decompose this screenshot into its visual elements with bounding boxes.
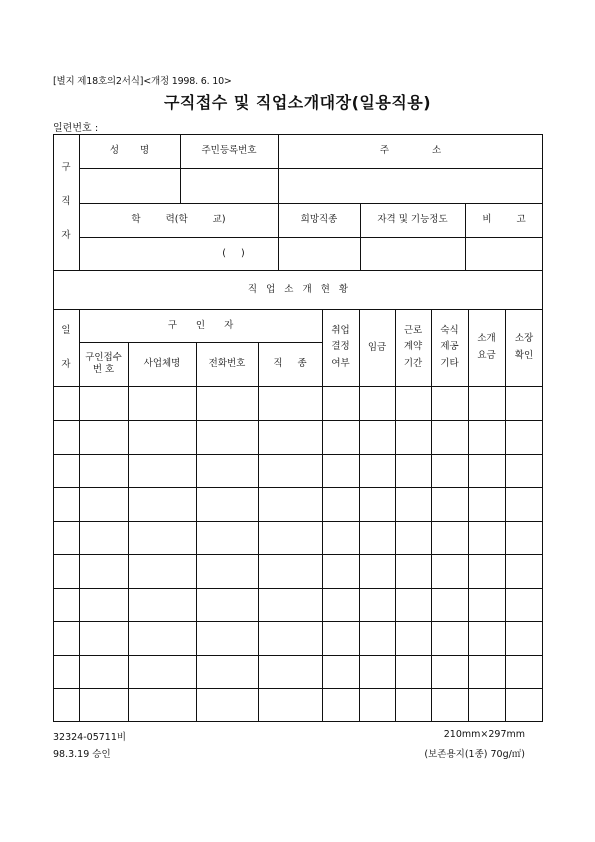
date-char: 자 xyxy=(61,358,71,370)
referral-fee-header: 소개 요금 xyxy=(477,333,496,361)
job-type-header: 직 종 xyxy=(273,358,307,370)
date-label xyxy=(53,309,79,386)
address-header: 주 소 xyxy=(379,145,442,157)
paper-size: 210mm×297mm xyxy=(443,729,525,740)
name-header: 성 명 xyxy=(109,145,150,157)
lodging-header: 숙식 제공 기타 xyxy=(440,325,459,369)
remarks-header: 비 고 xyxy=(482,214,526,226)
employer-group-header: 구 인 자 xyxy=(167,319,234,331)
director-confirmation-header: 소장 확인 xyxy=(514,333,534,361)
grid-line xyxy=(53,621,543,622)
date-char: 일 xyxy=(61,324,71,336)
grid-line xyxy=(196,342,197,722)
education-header: 학 력(학 교) xyxy=(131,214,226,226)
grid-line xyxy=(53,521,543,522)
grid-line xyxy=(53,386,543,387)
contract-period-header: 근로 계약 기간 xyxy=(403,325,423,369)
serial-number-label: 일련번호 : xyxy=(53,123,99,134)
wage-header: 임금 xyxy=(367,341,387,353)
form-code: 32324-05711비 xyxy=(53,732,127,743)
grid-line xyxy=(53,420,543,421)
form-reference: [별지 제18호의2서식]<개정 1998. 6. 10> xyxy=(53,76,232,87)
company-name-header: 사업체명 xyxy=(143,358,181,370)
grid-line xyxy=(53,487,543,488)
grid-line xyxy=(53,588,543,589)
grid-line xyxy=(128,342,129,722)
paper-type: (보존용지(1종) 70g/㎡) xyxy=(424,749,525,760)
side-char: 구 xyxy=(61,162,71,174)
grid-line xyxy=(53,554,543,555)
placement-section-title: 직 업 소 개 현 황 xyxy=(247,283,349,295)
approval-date: 98.3.19 승인 xyxy=(53,749,111,760)
jobseeker-side-label xyxy=(53,134,79,270)
side-char: 자 xyxy=(61,229,71,241)
desired-job-header: 희망직종 xyxy=(300,214,338,226)
qualifications-header: 자격 및 기능정도 xyxy=(377,214,448,226)
grid-line xyxy=(53,454,543,455)
grid-line xyxy=(258,342,259,722)
job-order-number-header: 구인접수 번 호 xyxy=(85,352,122,375)
grid-line xyxy=(79,168,543,169)
employment-decision-header: 취업 결정 여부 xyxy=(331,325,350,369)
grid-line xyxy=(53,688,543,689)
page-title: 구직접수 및 직업소개대장(일용직용) xyxy=(163,93,432,112)
resident-number-header: 주민등록번호 xyxy=(201,145,257,157)
education-school-field[interactable]: ( ) xyxy=(222,247,245,259)
grid-line xyxy=(53,655,543,656)
phone-number-header: 전화번호 xyxy=(208,358,246,370)
side-char: 직 xyxy=(61,196,71,208)
